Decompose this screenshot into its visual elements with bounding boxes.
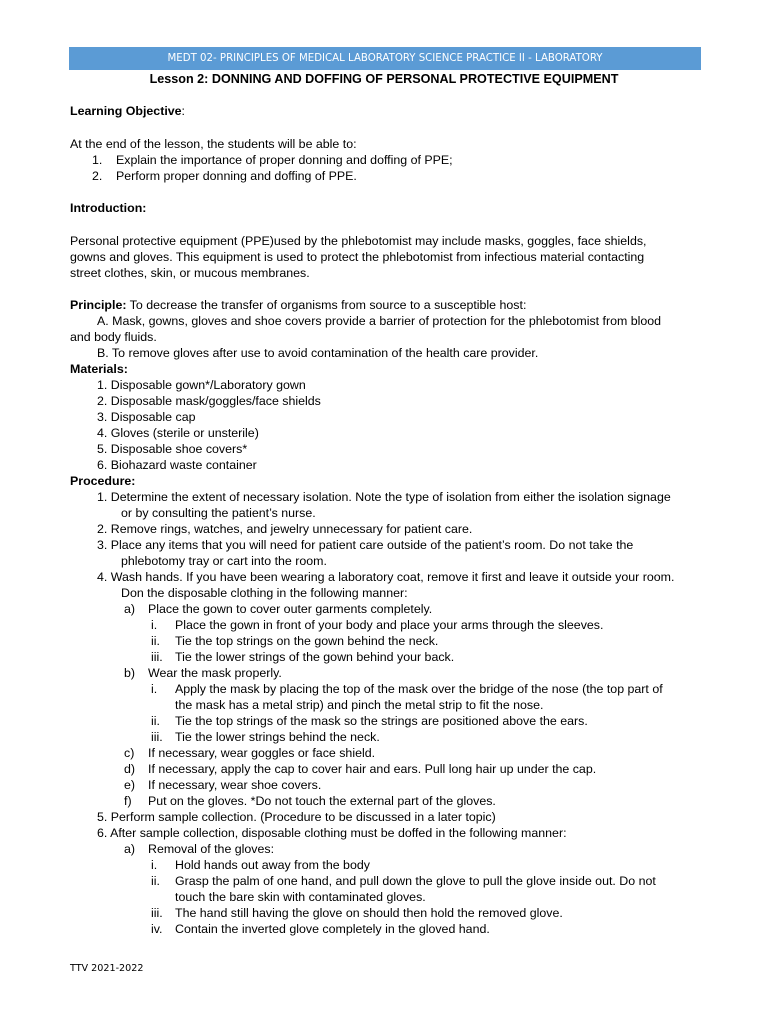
sub-step-letter: c) xyxy=(124,746,135,760)
sub-step-letter: d) xyxy=(124,762,136,776)
sub-sub-step-text: Tie the lower strings behind the neck. xyxy=(175,730,380,744)
materials-item: 1. Disposable gown*/Laboratory gown xyxy=(97,378,306,392)
sub-step-text: Place the gown to cover outer garments completely. xyxy=(148,602,433,616)
sub-step-letter: f) xyxy=(124,794,132,808)
sub-sub-step-numeral: iii. xyxy=(151,730,163,744)
sub-sub-step-continuation: touch the bare skin with contaminated gloves. xyxy=(175,890,426,904)
sub-sub-step-text: Tie the top strings of the mask so the strings are positioned above the ears. xyxy=(175,714,588,728)
procedure-step-continuation: Don the disposable clothing in the following manner: xyxy=(121,586,408,600)
sub-sub-step-text: Tie the top strings on the gown behind the neck. xyxy=(175,634,439,648)
course-header-bar: MEDT 02- PRINCIPLES OF MEDICAL LABORATORY SCIENCE PRACTICE II - LABORATORY xyxy=(69,47,701,70)
sub-sub-step-text: Contain the inverted glove completely in the gloved hand. xyxy=(175,922,490,936)
materials-item: 5. Disposable shoe covers* xyxy=(97,442,248,456)
sub-sub-step-text: Hold hands out away from the body xyxy=(175,858,370,872)
learning-objective-label: Learning Objective xyxy=(70,104,182,118)
principle-b-line: B. To remove gloves after use to avoid contamination of the health care provider. xyxy=(97,346,539,360)
objective-intro: At the end of the lesson, the students will be able to: xyxy=(70,137,357,151)
procedure-heading: Procedure: xyxy=(70,474,136,488)
procedure-step: 5. Perform sample collection. (Procedure to be discussed in a later topic) xyxy=(97,810,496,824)
learning-objective-colon: : xyxy=(181,104,185,118)
procedure-step: 6. After sample collection, disposable clothing must be doffed in the following manner: xyxy=(97,826,567,840)
sub-sub-step-numeral: i. xyxy=(151,618,158,632)
materials-heading: Materials: xyxy=(70,362,128,376)
introduction-heading: Introduction: xyxy=(70,201,147,215)
sub-step-letter: a) xyxy=(124,842,136,856)
procedure-step: 2. Remove rings, watches, and jewelry unnecessary for patient care. xyxy=(97,522,473,536)
objective-number: 1. xyxy=(92,153,103,167)
objective-number: 2. xyxy=(92,169,103,183)
sub-step-letter: b) xyxy=(124,666,136,680)
sub-sub-step-numeral: i. xyxy=(151,858,158,872)
sub-sub-step-text: Place the gown in front of your body and place your arms through the sleeves. xyxy=(175,618,604,632)
introduction-line: street clothes, skin, or mucous membranes. xyxy=(70,266,310,280)
lesson-title: Lesson 2: DONNING AND DOFFING OF PERSONAL PROTECTIVE EQUIPMENT xyxy=(149,72,619,86)
materials-item: 2. Disposable mask/goggles/face shields xyxy=(97,394,321,408)
objective-item: Explain the importance of proper donning and doffing of PPE; xyxy=(116,153,453,167)
sub-step-text: If necessary, wear shoe covers. xyxy=(148,778,322,792)
sub-sub-step-numeral: iii. xyxy=(151,906,163,920)
procedure-step: 1. Determine the extent of necessary isolation. Note the type of isolation from either the isolation signage xyxy=(97,490,671,504)
sub-sub-step-numeral: ii. xyxy=(151,874,160,888)
sub-sub-step-text: Apply the mask by placing the top of the mask over the bridge of the nose (the top part of xyxy=(175,682,663,696)
materials-item: 4. Gloves (sterile or unsterile) xyxy=(97,426,259,440)
sub-sub-step-numeral: iv. xyxy=(151,922,163,936)
principle-paragraph xyxy=(70,297,526,313)
materials-item: 3. Disposable cap xyxy=(97,410,196,424)
sub-sub-step-continuation: the mask has a metal strip) and pinch the metal strip to fit the nose. xyxy=(175,698,544,712)
sub-sub-step-text: The hand still having the glove on should then hold the removed glove. xyxy=(175,906,563,920)
procedure-step-continuation: phlebotomy tray or cart into the room. xyxy=(121,554,327,568)
principle-a-line: A. Mask, gowns, gloves and shoe covers provide a barrier of protection for the phlebotomist from blood xyxy=(97,314,662,328)
sub-step-text: If necessary, wear goggles or face shield. xyxy=(148,746,376,760)
principle-text: To decrease the transfer of organisms from source to a susceptible host: xyxy=(126,298,527,312)
sub-step-text: Removal of the gloves: xyxy=(148,842,275,856)
procedure-step-continuation: or by consulting the patient’s nurse. xyxy=(121,506,316,520)
sub-sub-step-text: Grasp the palm of one hand, and pull down the glove to pull the glove inside out. Do not xyxy=(175,874,656,888)
introduction-line: Personal protective equipment (PPE)used by the phlebotomist may include masks, goggles, face shields, xyxy=(70,234,647,248)
introduction-line: gowns and gloves. This equipment is used to protect the phlebotomist from infectious material contacting xyxy=(70,250,645,264)
sub-step-letter: a) xyxy=(124,602,136,616)
objective-item: Perform proper donning and doffing of PPE. xyxy=(116,169,357,183)
principle-heading: Principle: xyxy=(70,298,127,312)
learning-objective-heading xyxy=(70,103,185,119)
sub-sub-step-text: Tie the lower strings of the gown behind your back. xyxy=(175,650,455,664)
sub-sub-step-numeral: iii. xyxy=(151,650,163,664)
sub-sub-step-numeral: i. xyxy=(151,682,158,696)
sub-sub-step-numeral: ii. xyxy=(151,634,160,648)
sub-sub-step-numeral: ii. xyxy=(151,714,160,728)
sub-step-letter: e) xyxy=(124,778,136,792)
page-footer: TTV 2021-2022 xyxy=(70,963,144,974)
sub-step-text: Put on the gloves. *Do not touch the external part of the gloves. xyxy=(148,794,496,808)
principle-a-line: and body fluids. xyxy=(70,330,157,344)
procedure-step: 4. Wash hands. If you have been wearing a laboratory coat, remove it first and leave it outside your room. xyxy=(97,570,675,584)
sub-step-text: Wear the mask properly. xyxy=(148,666,282,680)
materials-item: 6. Biohazard waste container xyxy=(97,458,257,472)
procedure-step: 3. Place any items that you will need for patient care outside of the patient’s room. Do not take the xyxy=(97,538,634,552)
sub-step-text: If necessary, apply the cap to cover hair and ears. Pull long hair up under the cap. xyxy=(148,762,597,776)
